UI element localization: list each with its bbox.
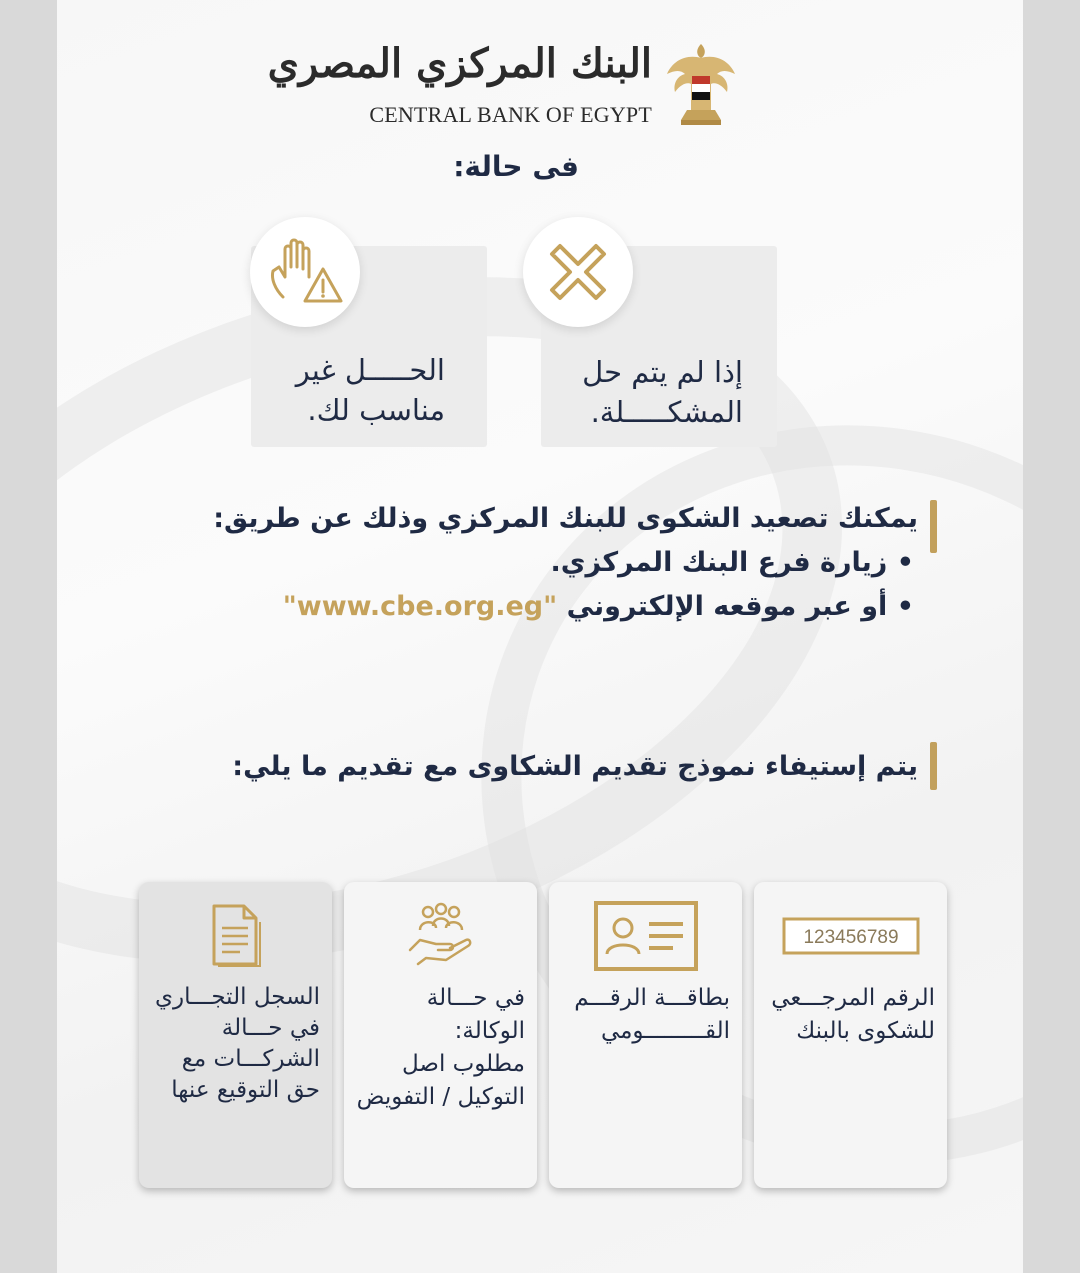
bullet-text: زيارة فرع البنك المركزي. — [550, 547, 888, 578]
requirement-line: الشركـــات مع — [181, 1046, 320, 1072]
requirement-card-commercial-register — [139, 882, 332, 1188]
requirement-line: بطاقـــة الرقـــم — [574, 985, 730, 1011]
requirement-line: حق التوقيع عنها — [171, 1077, 320, 1103]
icon-wrap — [549, 900, 742, 970]
case-text-unsuitable — [251, 350, 445, 430]
intro-title: فى حالة: — [453, 150, 579, 183]
reference-number-icon — [781, 916, 921, 956]
requirement-text — [764, 982, 935, 1048]
website-link[interactable]: "www.cbe.org.eg" — [282, 591, 558, 622]
page — [57, 0, 1023, 1273]
escalation-bullet-website: • أو عبر موقعه الإلكتروني "www.cbe.org.eg" — [282, 591, 914, 622]
icon-wrap — [754, 900, 947, 970]
requirement-line: الرقم المرجـــعي — [771, 985, 935, 1011]
requirements-heading: يتم إستيفاء نموذج تقديم الشكاوى مع تقديم ما يلي: — [232, 751, 918, 782]
section-accent-bar — [930, 742, 937, 790]
case-icon-circle — [250, 217, 360, 327]
case-text-line: المشكـــــلة. — [590, 395, 743, 429]
case-text-line: إذا لم يتم حل — [582, 355, 743, 389]
escalation-section — [213, 497, 918, 629]
document-icon — [206, 900, 266, 970]
requirement-card-reference — [754, 882, 947, 1188]
requirements-section — [232, 745, 918, 789]
x-mark-icon — [546, 240, 610, 304]
case-text-line: مناسب لك. — [307, 393, 445, 427]
escalation-heading: يمكنك تصعيد الشكوى للبنك المركزي وذلك عن طريق: — [213, 503, 918, 534]
requirement-card-power-of-attorney — [344, 882, 537, 1188]
icon-wrap — [344, 900, 537, 970]
reference-number-text: 123456789 — [802, 927, 899, 948]
bank-logo — [267, 40, 737, 135]
requirement-line: في حـــالة — [221, 1015, 320, 1041]
requirement-line: التوكيل / التفويض — [356, 1084, 525, 1110]
hand-warning-icon — [265, 237, 345, 307]
logo-english-text: CENTRAL BANK OF EGYPT — [369, 102, 652, 127]
icon-wrap — [139, 900, 332, 970]
requirement-line: السجل التجـــاري — [154, 984, 320, 1010]
requirement-line: للشكوى بالبنك — [796, 1018, 935, 1044]
case-text-unresolved — [541, 352, 743, 432]
bullet-text: أو عبر موقعه الإلكتروني — [566, 591, 888, 622]
egypt-eagle-emblem-icon — [665, 40, 737, 128]
case-text-line: الحـــــل غير — [295, 353, 445, 387]
requirement-text — [559, 982, 730, 1048]
requirement-line: القـــــــــومي — [600, 1018, 730, 1044]
requirement-text — [149, 982, 320, 1106]
requirement-line: في حـــالة الوكالة: — [426, 985, 525, 1044]
power-of-attorney-icon — [406, 900, 476, 970]
escalation-bullet-branch: • زيارة فرع البنك المركزي. — [550, 547, 914, 578]
section-accent-bar — [930, 500, 937, 553]
requirement-card-national-id — [549, 882, 742, 1188]
id-card-icon — [593, 900, 699, 972]
requirement-line: مطلوب اصل — [402, 1051, 525, 1077]
case-icon-circle — [523, 217, 633, 327]
logo-arabic-text: البنك المركزي المصري — [267, 40, 652, 87]
requirement-text — [354, 982, 525, 1114]
